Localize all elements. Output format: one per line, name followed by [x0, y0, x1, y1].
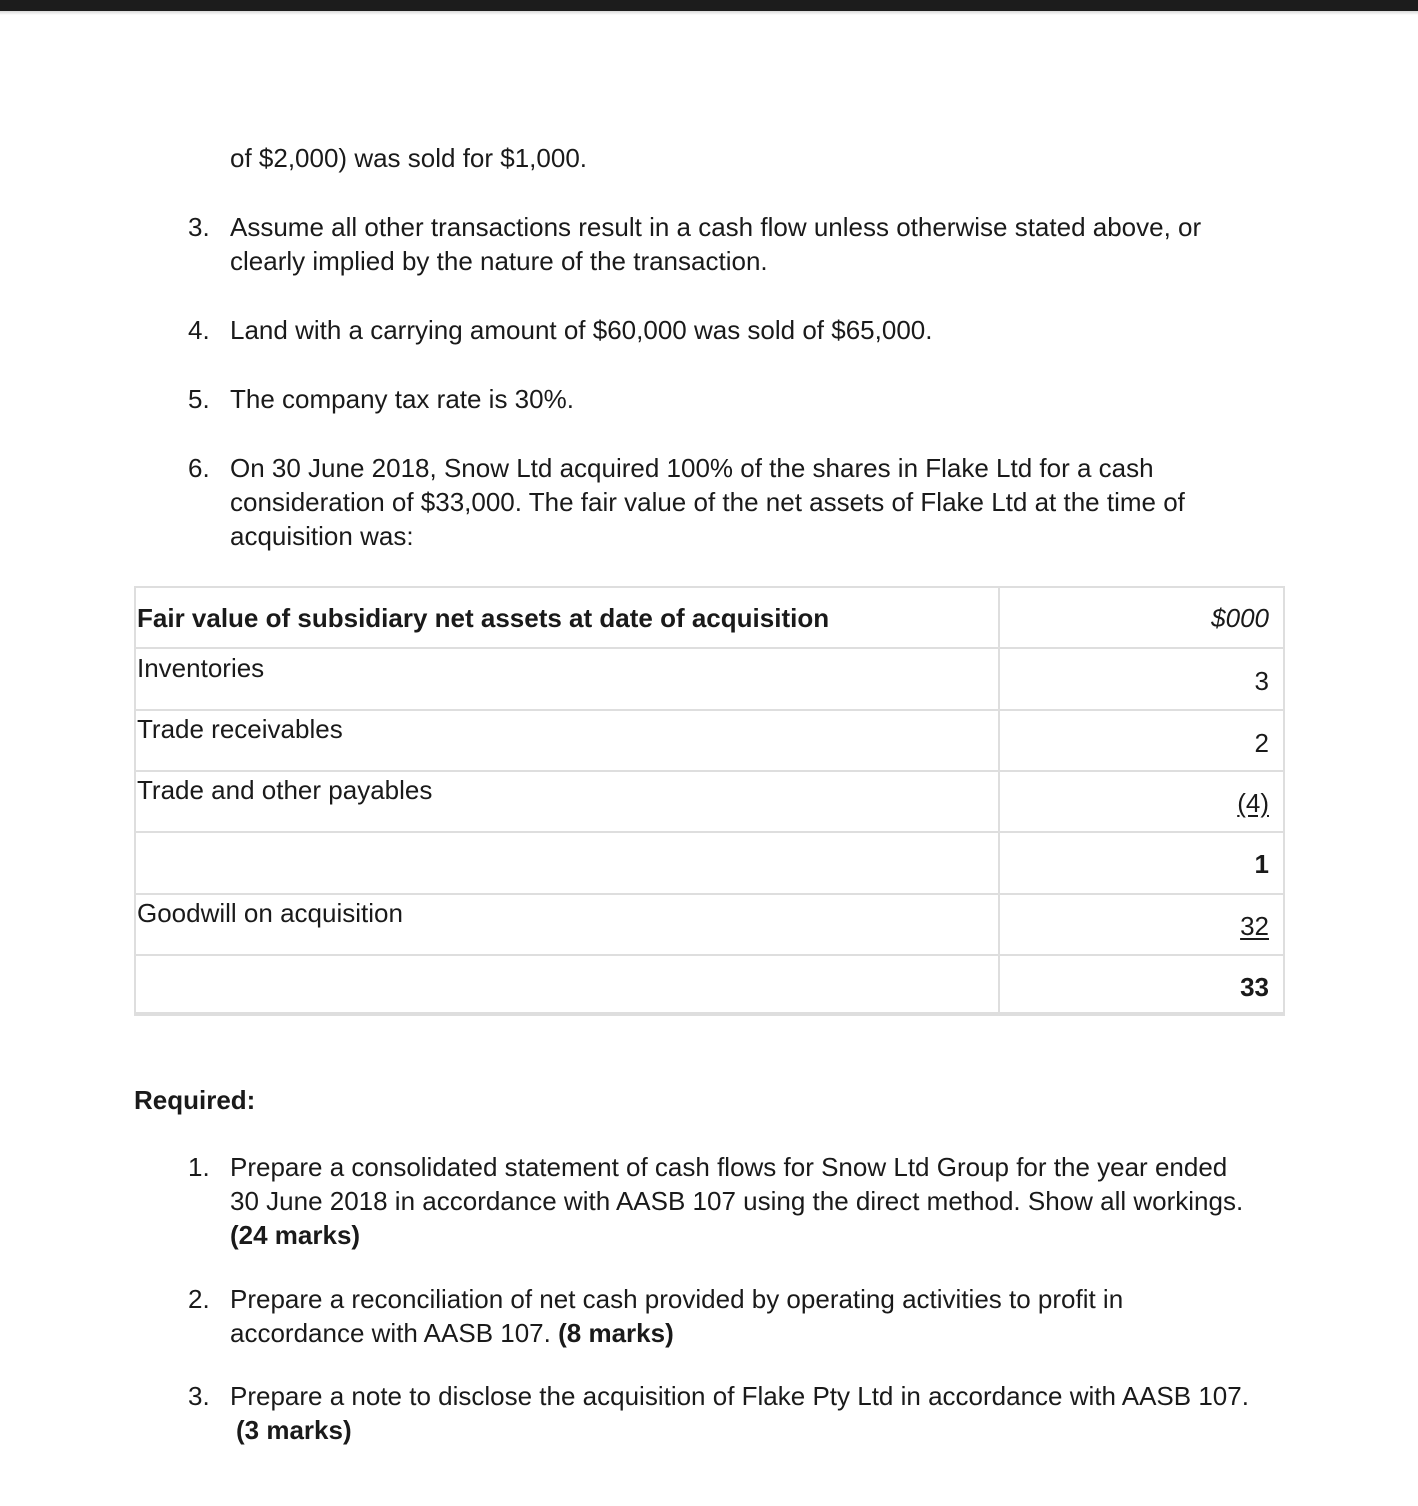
top-bar [0, 0, 1418, 11]
table-header-row [136, 588, 1283, 649]
row-label-trade-receivables: Trade receivables [137, 714, 343, 744]
table-row [136, 895, 1283, 956]
required-3-marks: (3 marks) [236, 1415, 352, 1445]
table-row [136, 772, 1283, 833]
intro-fragment: of $2,000) was sold for $1,000. [230, 143, 588, 173]
required-3-number: 3. [188, 1381, 210, 1411]
table-row [136, 649, 1283, 711]
required-3-line-1: Prepare a note to disclose the acquisition of Flake Pty Ltd in accordance with AASB 107. [230, 1381, 1249, 1411]
table-column-divider [998, 588, 1000, 1014]
row-value-inventories: 3 [1254, 666, 1269, 696]
note-5-number: 5. [188, 384, 210, 414]
row-value-trade-payables: (4) [1237, 788, 1269, 818]
note-6-line-3: acquisition was: [230, 521, 414, 551]
table-row [136, 711, 1283, 772]
note-6-number: 6. [188, 453, 210, 483]
required-1-marks: (24 marks) [230, 1220, 361, 1250]
acquisition-table [134, 586, 1285, 1016]
required-2-number: 2. [188, 1284, 210, 1314]
row-value-total: 33 [1240, 972, 1269, 1002]
table-header-label: Fair value of subsidiary net assets at date of acquisition [137, 603, 830, 633]
note-6-line-2: consideration of $33,000. The fair value of the net assets of Flake Ltd at the time of [230, 487, 1185, 517]
required-2-marks: (8 marks) [558, 1318, 674, 1348]
note-4-number: 4. [188, 315, 210, 345]
table-row [136, 956, 1283, 1014]
note-5-line-1: The company tax rate is 30%. [230, 384, 574, 414]
note-4-line-1: Land with a carrying amount of $60,000 was sold of $65,000. [230, 315, 933, 345]
required-2-line-2: accordance with AASB 107. [230, 1318, 551, 1348]
note-3-number: 3. [188, 212, 210, 242]
note-3-line-2: clearly implied by the nature of the transaction. [230, 246, 768, 276]
top-bar-shadow [0, 11, 1418, 15]
table-row [136, 833, 1283, 895]
row-label-trade-payables: Trade and other payables [137, 775, 433, 805]
required-1-line-2: 30 June 2018 in accordance with AASB 107 using the direct method. Show all workings. [230, 1186, 1244, 1216]
note-6-line-1: On 30 June 2018, Snow Ltd acquired 100% of the shares in Flake Ltd for a cash [230, 453, 1154, 483]
required-1-line-1: Prepare a consolidated statement of cash flows for Snow Ltd Group for the year ended [230, 1152, 1228, 1182]
required-heading: Required: [134, 1085, 256, 1115]
required-1-number: 1. [188, 1152, 210, 1182]
row-label-inventories: Inventories [137, 653, 265, 683]
row-label-goodwill: Goodwill on acquisition [137, 898, 403, 928]
row-value-goodwill: 32 [1240, 911, 1269, 941]
required-2-line-1: Prepare a reconciliation of net cash provided by operating activities to profit in [230, 1284, 1124, 1314]
note-3-line-1: Assume all other transactions result in a cash flow unless otherwise stated above, or [230, 212, 1202, 242]
row-value-subtotal: 1 [1254, 849, 1269, 879]
table-header-unit: $000 [1211, 603, 1269, 633]
row-value-trade-receivables: 2 [1254, 728, 1269, 758]
